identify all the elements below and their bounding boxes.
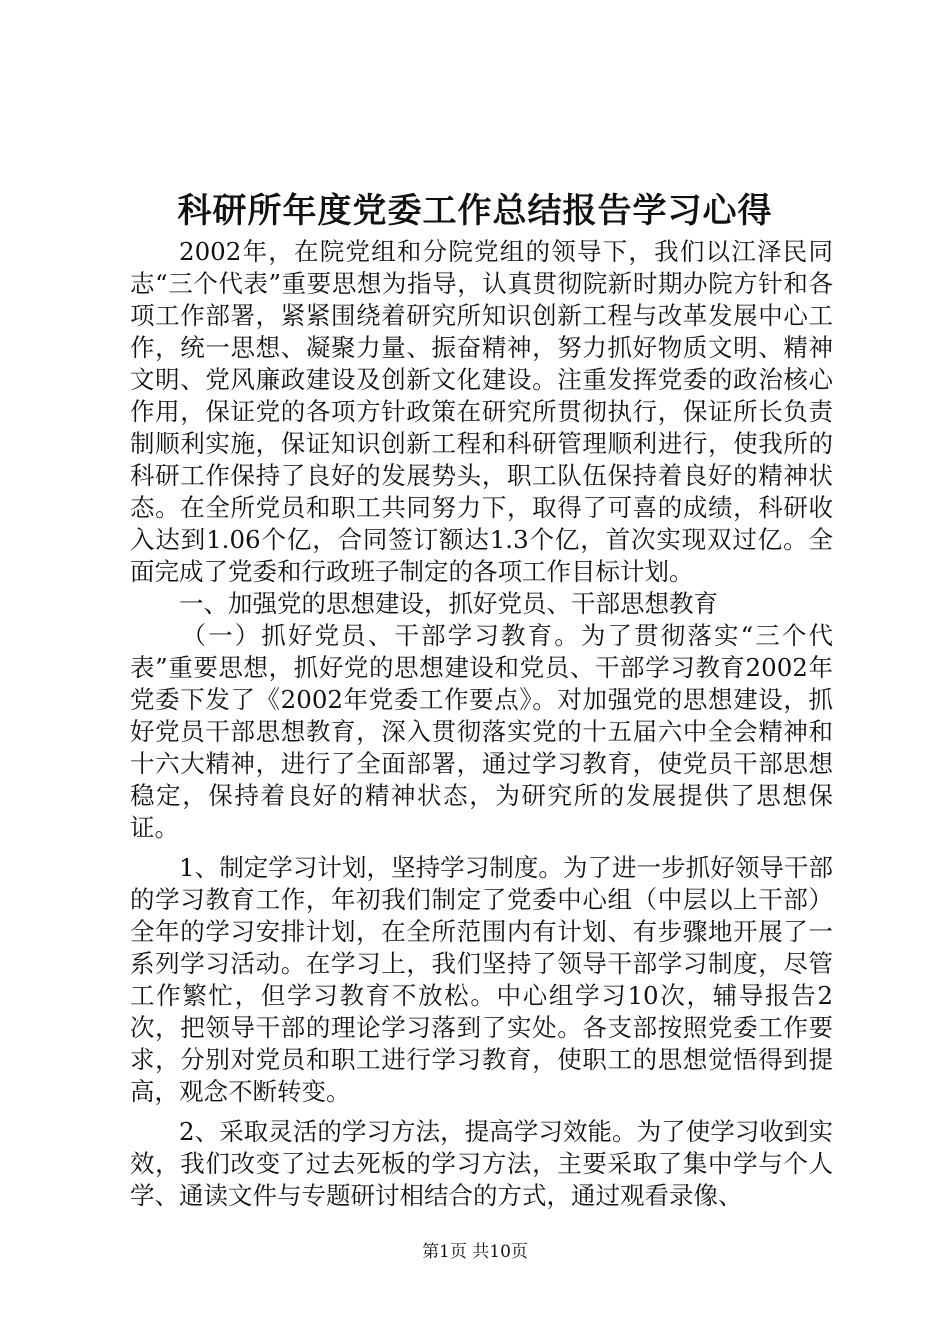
page-number-footer: 第1页 共10页 (422, 1242, 528, 1262)
paragraph-item-1: 1、制定学习计划，坚持学习制度。为了进一步抓好领导干部的学习教育工作，年初我们制定了党委中心组（中层以上干部）全年的学习安排计划，在全所范围内有计划、有步骤地开展了一系列学习活动。在学习上，我们坚持了领导干部学习制度，尽管工作繁忙，但学习教育不放松。中心组学习10次，辅导报告2次，把领导干部的理论学习落到了实处。各支部按照党委工作要求，分别对党员和职工进行学习教育，使职工的思想觉悟得到提高，观念不断转变。 (130, 853, 833, 1106)
section-heading-1: 一、加强党的思想建设，抓好党员、干部思想教育 (179, 589, 718, 618)
subsection-paragraph-1: （一）抓好党员、干部学习教育。为了贯彻落实“三个代表”重要思想，抓好党的思想建设和党员、干部学习教育2002年党委下发了《2002年党委工作要点》。对加强党的思想建设，抓好党员干部思想教育，深入贯彻落实党的十五届六中全会精神和十六大精神，进行了全面部署，通过学习教育，使党员干部思想稳定，保持着良好的精神状态，为研究所的发展提供了思想保证。 (130, 621, 833, 842)
document-body (130, 236, 833, 1212)
paragraph-item-2: 2、采取灵活的学习方法，提高学习效能。为了使学习收到实效，我们改变了过去死板的学习方法，主要采取了集中学与个人学、通读文件与专题研讨相结合的方式，通过观看录像、 (130, 1117, 833, 1210)
paragraph-intro: 2002年，在院党组和分院党组的领导下，我们以江泽民同志“三个代表”重要思想为指导，认真贯彻院新时期办院方针和各项工作部署，紧紧围绕着研究所知识创新工程与改革发展中心工作，统一思想、凝聚力量、振奋精神，努力抓好物质文明、精神文明、党风廉政建设及创新文化建设。注重发挥党委的政治核心作用，保证党的各项方针政策在研究所贯彻执行，保证所长负责制顺利实施，保证知识创新工程和科研管理顺利进行，使我所的科研工作保持了良好的发展势头，职工队伍保持着良好的精神状态。在全所党员和职工共同努力下，取得了可喜的成绩，科研收入达到1.06个亿，合同签订额达1.3个亿，首次实现双过亿。全面完成了党委和行政班子制定的各项工作目标计划。 (130, 237, 833, 586)
document-title: 科研所年度党委工作总结报告学习心得 (177, 191, 773, 231)
